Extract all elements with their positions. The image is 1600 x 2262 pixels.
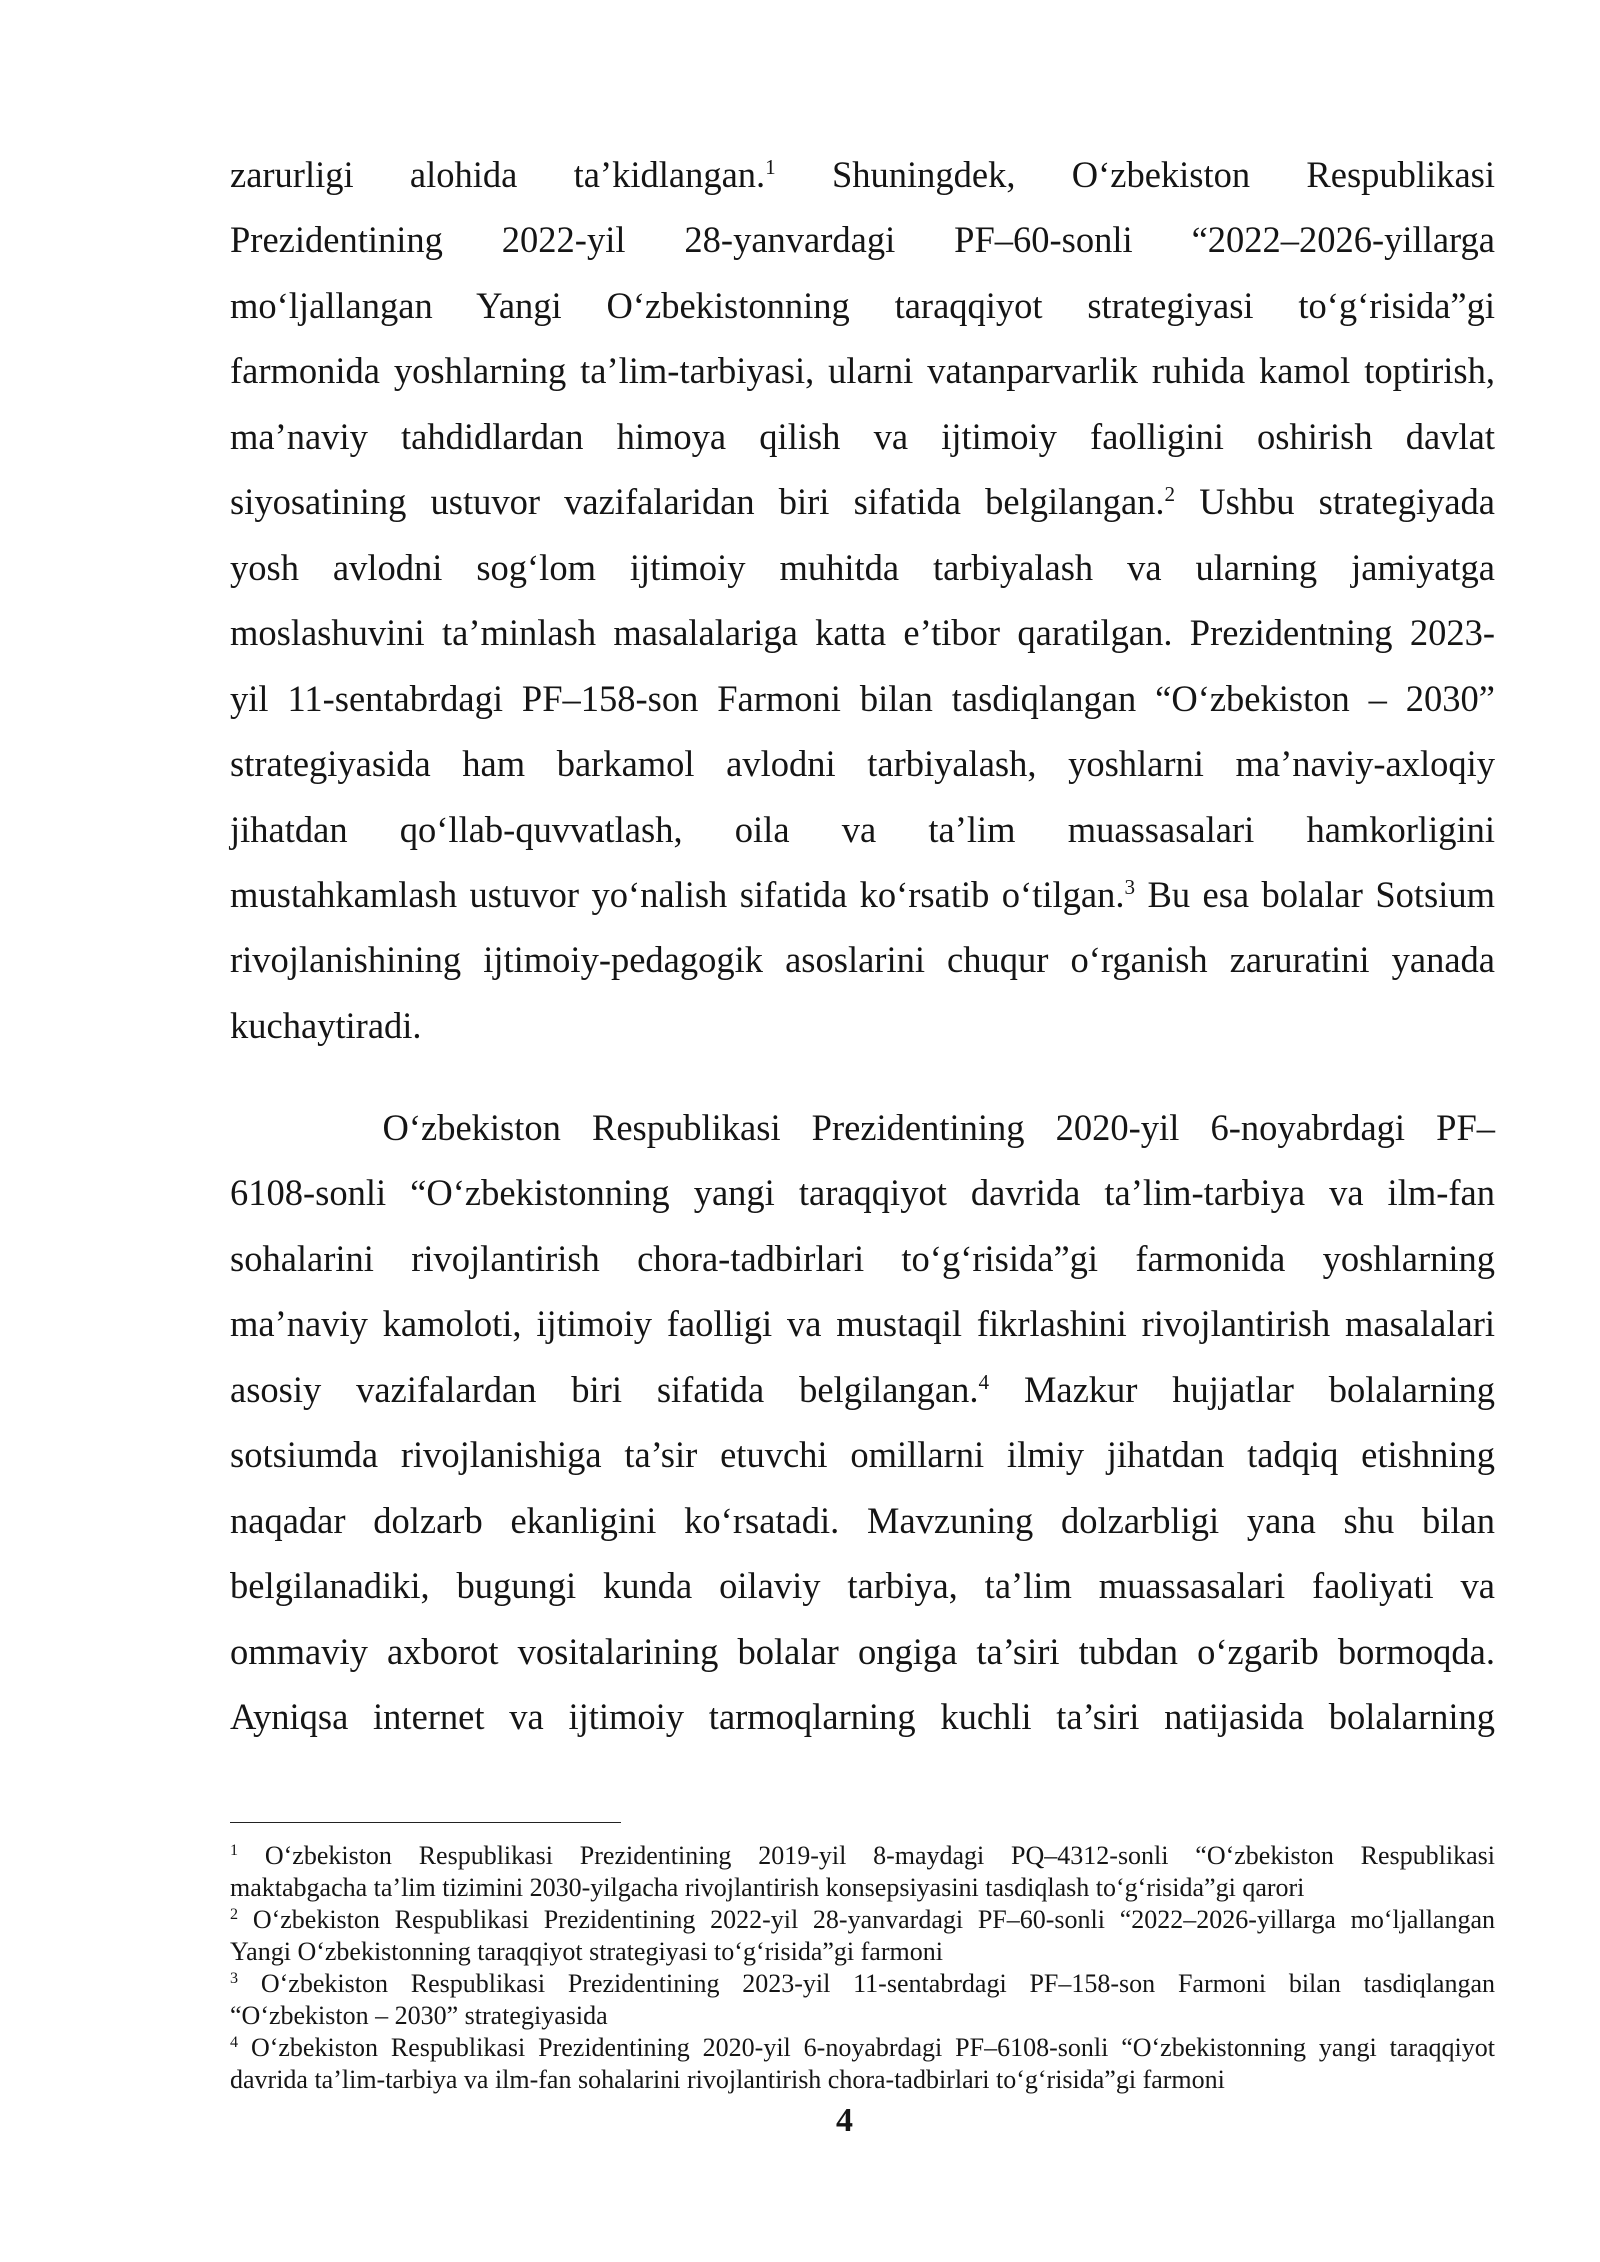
text-line <box>230 1488 1495 1553</box>
footnote-line <box>230 1872 1495 1904</box>
footnote-text: davrida ta’lim-tarbiya va ilm-fan sohalarini rivojlantirish chora-tadbirlari to‘g‘risida”gi farmoni <box>230 2065 1225 2094</box>
text-line <box>230 1357 1495 1422</box>
text-line <box>230 338 1495 403</box>
footnote-text: O‘zbekiston Respublikasi Prezidentining 2019-yil 8-maydagi PQ–4312-sonli “O‘zbekiston Respublikasi <box>264 1841 1495 1870</box>
footnote-line <box>230 2000 1495 2032</box>
footnotes <box>230 1840 1495 2096</box>
body-text <box>230 142 1495 1749</box>
text-run: Prezidentining 2022-yil 28-yanvardagi PF–60-sonli “2022–2026-yillarga <box>230 219 1495 261</box>
text-line <box>230 1422 1495 1487</box>
text-line <box>230 666 1495 731</box>
text-line <box>230 273 1495 338</box>
footnote-text: maktabgacha ta’lim tizimini 2030-yilgacha rivojlantirish konsepsiyasini tasdiqlash to‘g‘risida”gi qarori <box>230 1873 1305 1902</box>
text-run: mo‘ljallangan Yangi O‘zbekistonning taraqqiyot strategiyasi to‘g‘risida”gi <box>230 284 1495 326</box>
text-line <box>230 600 1495 665</box>
text-run: sotsiumda rivojlanishiga ta’sir etuvchi omillarni ilmiy jihatdan tadqiq etishning <box>230 1434 1495 1476</box>
text-run: farmonida yoshlarning ta’lim-tarbiyasi, ularni vatanparvarlik ruhida kamol toptirish, <box>230 350 1495 392</box>
footnote-marker: 2 <box>230 1906 239 1924</box>
text-run: siyosatining ustuvor vazifalaridan biri sifatida belgilangan. <box>230 481 1165 523</box>
text-run: moslashuvini ta’minlash masalalariga katta e’tibor qaratilgan. Prezidentning 2023- <box>230 612 1495 654</box>
text-line <box>230 993 1495 1058</box>
footnote-separator <box>230 1822 621 1823</box>
text-run: jihatdan qo‘llab-quvvatlash, oila va ta’lim muassasalari hamkorligini <box>230 808 1495 850</box>
text-run: Shuningdek, O‘zbekiston Respublikasi <box>775 154 1495 195</box>
text-line <box>230 1553 1495 1618</box>
text-run: yosh avlodni sog‘lom ijtimoiy muhitda tarbiyalash va ularning jamiyatga <box>230 546 1495 588</box>
text-run: zarurligi alohida ta’kidlangan. <box>230 154 766 195</box>
text-line <box>230 535 1495 600</box>
text-run: ma’naviy kamoloti, ijtimoiy faolligi va mustaqil fikrlashini rivojlantirish masalalari <box>230 1303 1495 1345</box>
text-run: asosiy vazifalardan biri sifatida belgilangan. <box>230 1368 979 1410</box>
text-run: yil 11-sentabrdagi PF–158-son Farmoni bilan tasdiqlangan “O‘zbekiston – 2030” <box>230 677 1495 719</box>
text-line <box>230 1291 1495 1356</box>
footnote-marker: 1 <box>230 1842 239 1860</box>
text-run: strategiyasida ham barkamol avlodni tarbiyalash, yoshlarni ma’naviy-axloqiy <box>230 743 1495 785</box>
text-line <box>230 404 1495 469</box>
text-line <box>230 731 1495 796</box>
text-line <box>230 469 1495 534</box>
text-run: Ushbu strategiyada <box>1175 481 1495 523</box>
footnote-reference: 4 <box>978 1369 990 1394</box>
footnote <box>230 1968 1495 2032</box>
text-run: O‘zbekiston Respublikasi Prezidentining 2020-yil 6-noyabrdagi PF– <box>382 1106 1495 1148</box>
footnote-line <box>230 2064 1495 2096</box>
text-run: sohalarini rivojlantirish chora-tadbirlari to‘g‘risida”gi farmonida yoshlarning <box>230 1237 1495 1279</box>
footnote-line <box>230 1968 1495 2000</box>
text-run: ommaviy axborot vositalarining bolalar ongiga ta’siri tubdan o‘zgarib bormoqda. <box>230 1630 1495 1672</box>
text-run: ma’naviy tahdidlardan himoya qilish va ijtimoiy faolligini oshirish davlat <box>230 415 1495 457</box>
footnote <box>230 2032 1495 2096</box>
text-run: naqadar dolzarb ekanligini ko‘rsatadi. Mavzuning dolzarbligi yana shu bilan <box>230 1499 1495 1541</box>
text-line <box>230 1226 1495 1291</box>
text-line <box>230 142 1495 207</box>
text-run: kuchaytiradi. <box>230 1004 422 1046</box>
footnote-marker: 3 <box>230 1970 239 1988</box>
text-run: belgilanadiki, bugungi kunda oilaviy tarbiya, ta’lim muassasalari faoliyati va <box>230 1565 1495 1607</box>
text-line <box>230 1684 1495 1749</box>
paragraph <box>230 1095 1495 1750</box>
text-run: Mazkur hujjatlar bolalarning <box>989 1368 1495 1410</box>
footnote-line <box>230 1840 1495 1872</box>
footnote-text: Yangi O‘zbekistonning taraqqiyot strategiyasi to‘g‘risida”gi farmoni <box>230 1937 943 1966</box>
page-number: 4 <box>836 2102 853 2139</box>
text-line <box>230 207 1495 272</box>
footnote-reference: 2 <box>1164 482 1176 507</box>
footnote <box>230 1840 1495 1904</box>
footnote-text: “O‘zbekiston – 2030” strategiyasida <box>230 2001 608 2030</box>
text-run: 6108-sonli “O‘zbekistonning yangi taraqqiyot davrida ta’lim-tarbiya va ilm-fan <box>230 1172 1495 1214</box>
footnote-marker: 4 <box>230 2034 239 2052</box>
footnote-line <box>230 1904 1495 1936</box>
footnote-reference: 1 <box>765 154 776 179</box>
footnote-text: O‘zbekiston Respublikasi Prezidentining 2020-yil 6-noyabrdagi PF–6108-sonli “O‘zbekistonning yangi taraqqiyot <box>250 2033 1495 2062</box>
text-line <box>230 1095 1495 1160</box>
footnote-line <box>230 2032 1495 2064</box>
footnote-text: O‘zbekiston Respublikasi Prezidentining 2022-yil 28-yanvardagi PF–60-sonli “2022–2026-yillarga mo‘ljallangan <box>252 1905 1495 1934</box>
text-run: Ayniqsa internet va ijtimoiy tarmoqlarning kuchli ta’siri natijasida bolalarning <box>230 1696 1495 1738</box>
text-run: rivojlanishining ijtimoiy-pedagogik asoslarini chuqur o‘rganish zaruratini yanada <box>230 939 1495 981</box>
text-line <box>230 927 1495 992</box>
text-line <box>230 797 1495 862</box>
text-run: mustahkamlash ustuvor yo‘nalish sifatida ko‘rsatib o‘tilgan. <box>230 873 1125 915</box>
text-line <box>230 1160 1495 1225</box>
footnote-reference: 3 <box>1124 874 1136 899</box>
footnote-text: O‘zbekiston Respublikasi Prezidentining 2023-yil 11-sentabrdagi PF–158-son Farmoni bilan tasdiqlangan <box>260 1969 1496 1998</box>
footnote-line <box>230 1936 1495 1968</box>
text-line <box>230 862 1495 927</box>
paragraph <box>230 142 1495 1058</box>
footnote <box>230 1904 1495 1968</box>
text-run: Bu esa bolalar Sotsium <box>1135 873 1496 915</box>
text-line <box>230 1619 1495 1684</box>
